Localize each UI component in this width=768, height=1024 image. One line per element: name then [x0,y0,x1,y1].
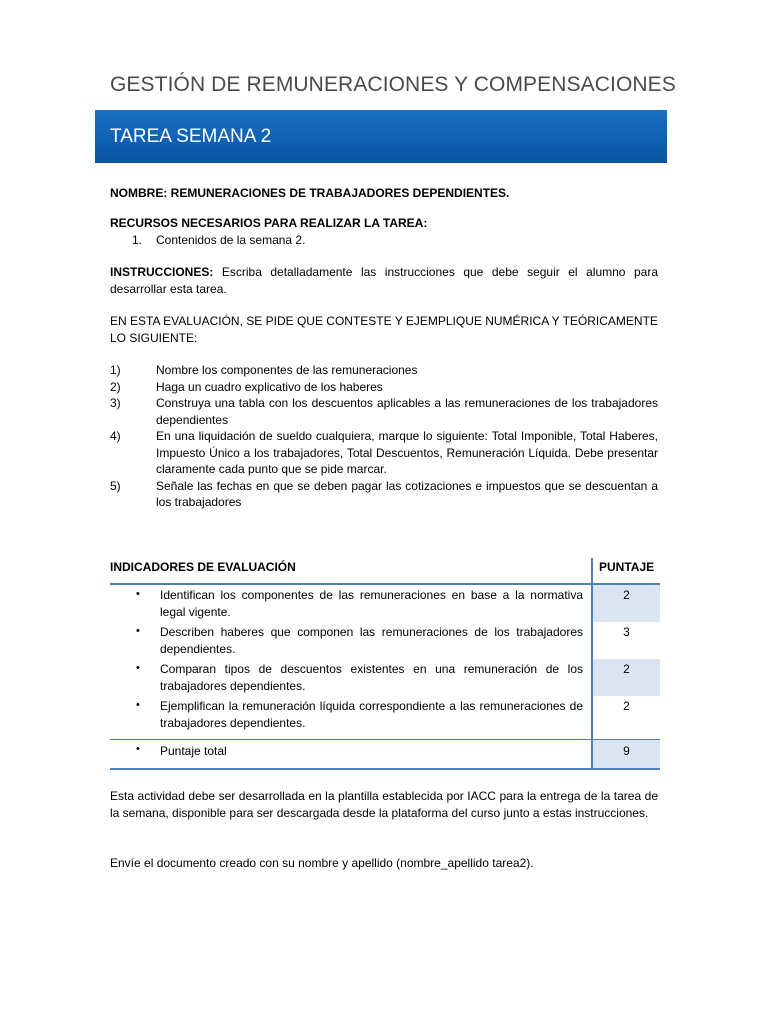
instrucciones-label: INSTRUCCIONES: [110,265,214,279]
list-item-text: Construya una tabla con los descuentos aplicables a las remuneraciones de los trabajadores dependientes [156,396,658,427]
indicator-text: Identifican los componentes de las remuneraciones en base a la normativa legal vigente. [160,588,583,619]
document-title: GESTIÓN DE REMUNERACIONES Y COMPENSACIONES [110,73,676,96]
footer-paragraph-1: Esta actividad debe ser desarrollada en la plantilla establecida por IACC para la entrega de la tarea de la semana, disponible para ser descargada desde la plataforma del curso junto a estas instrucciones. [110,789,658,820]
score-cell: 3 [592,622,660,659]
list-marker: 1) [110,363,121,377]
total-label-cell [110,740,592,769]
list-marker: 4) [110,429,121,443]
list-item [110,362,658,379]
list-item-text: Haga un cuadro explicativo de los haberes [156,379,383,394]
recursos-list [110,232,658,249]
list-item-text: Señale las fechas en que se deben pagar las cotizaciones e impuestos que se descuentan a los trabajadores [156,478,658,509]
header-puntaje: PUNTAJE [592,558,660,584]
bullet-icon: • [136,588,140,600]
evaluacion-heading: EN ESTA EVALUACIÓN, SE PIDE QUE CONTESTE Y EJEMPLIQUE NUMÉRICA Y TEÓRICAMENTE LO SIGUIENTE: [110,314,658,345]
list-item-text: Contenidos de la semana 2. [156,232,306,247]
indicator-cell [110,584,592,622]
table-row [110,696,660,740]
list-item-text: Nombre los componentes de las remuneraciones [156,363,418,377]
list-item [110,478,658,511]
title-banner [95,110,667,163]
table-row [110,659,660,696]
total-label: Puntaje total [160,744,227,758]
questions-list [110,362,658,511]
list-marker: 3) [110,396,121,410]
instrucciones-text: Escriba detalladamente las instrucciones que debe seguir el alumno para desarrollar esta tarea. [110,265,658,296]
score-cell: 2 [592,659,660,696]
indicator-cell [110,659,592,696]
list-marker: 5) [110,478,121,493]
list-item [110,379,658,396]
bullet-icon: • [136,699,140,711]
nombre-line: NOMBRE: REMUNERACIONES DE TRABAJADORES DEPENDIENTES. [110,186,510,200]
list-marker: 2) [110,379,121,394]
indicator-cell [110,622,592,659]
list-item [110,428,658,478]
banner-title: TAREA SEMANA 2 [110,126,272,147]
indicator-cell [110,696,592,740]
questions-section [110,362,658,511]
recursos-section [110,215,658,248]
table-row [110,622,660,659]
score-cell: 2 [592,584,660,622]
list-item [110,232,658,249]
evaluation-table [110,558,660,770]
total-score-cell: 9 [592,740,660,769]
indicator-text: Comparan tipos de descuentos existentes en una remuneración de los trabajadores dependientes. [160,662,583,693]
total-row [110,740,660,769]
indicator-text: Describen haberes que componen las remuneraciones de los trabajadores dependientes. [160,625,583,656]
bullet-icon: • [136,743,140,755]
recursos-heading: RECURSOS NECESARIOS PARA REALIZAR LA TAREA: [110,216,428,230]
instrucciones-paragraph [110,264,658,297]
list-item-text: En una liquidación de sueldo cualquiera, marque lo siguiente: Total Imponible, Total Haberes, Impuesto Único a los trabajadores, Total Descuentos, Remuneración Líquida. Debe presentar claramente cada punto que se pide marcar. [156,429,658,476]
footer-paragraph-2: Envíe el documento creado con su nombre y apellido (nombre_apellido tarea2). [110,856,534,870]
bullet-icon: • [136,662,140,674]
header-indicadores: INDICADORES DE EVALUACIÓN [110,558,592,584]
list-marker: 1. [132,232,143,247]
list-item [110,395,658,428]
score-cell: 2 [592,696,660,740]
bullet-icon: • [136,625,140,637]
table-row [110,584,660,622]
indicator-text: Ejemplifican la remuneración líquida correspondiente a las remuneraciones de trabajadores dependientes. [160,699,583,730]
